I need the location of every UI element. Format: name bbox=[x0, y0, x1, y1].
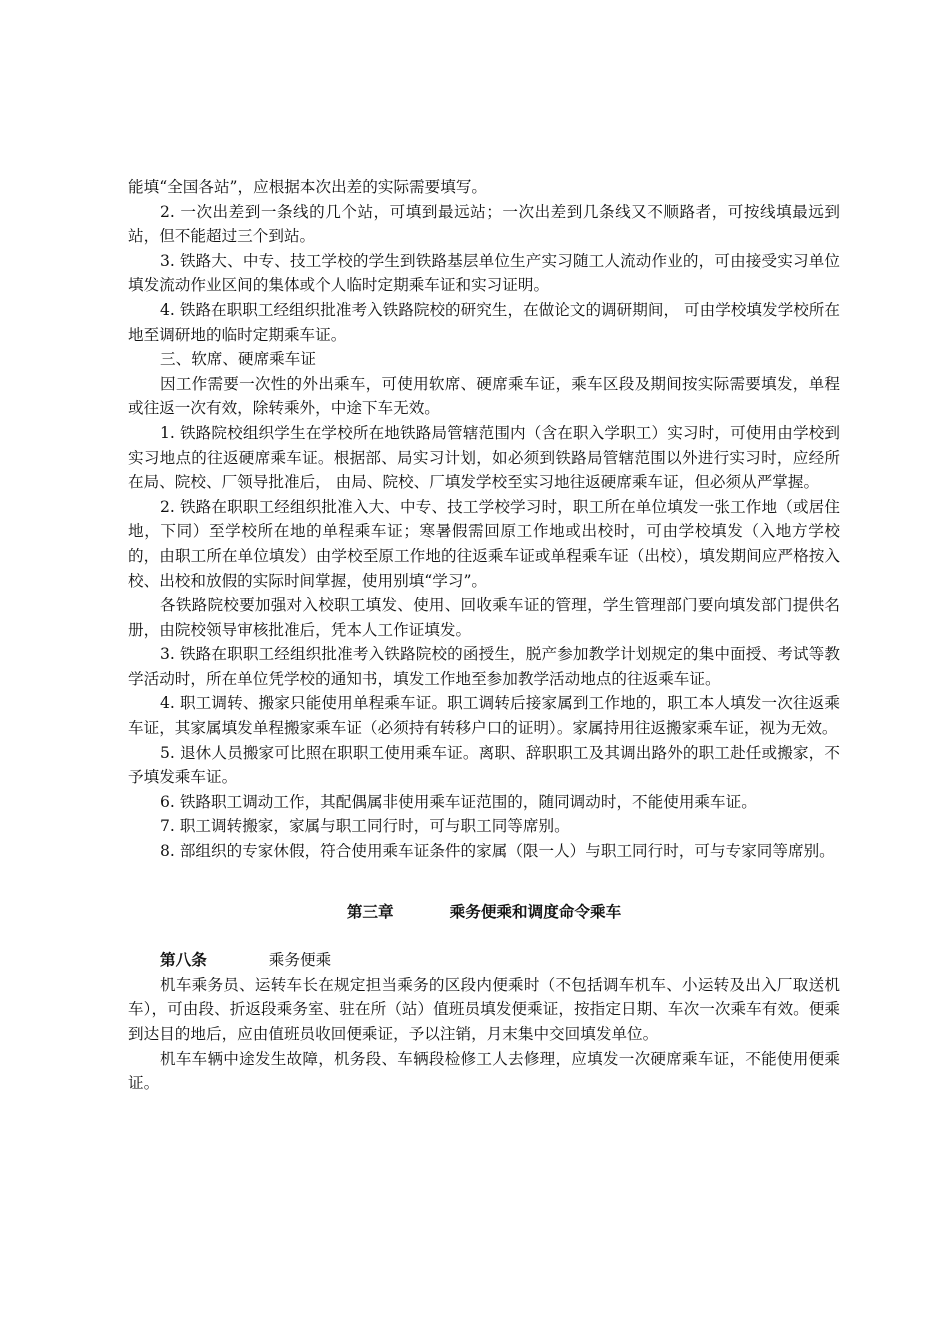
paragraph: 1. 铁路院校组织学生在学校所在地铁路局管辖范围内（含在职入学职工）实习时，可使用由学校到实习地点的往返硬席乘车证。根据部、局实习计划，如必须到铁路局管辖范围以外进行实习时，应经所在局、院校、厂领导批准后， 由局、院校、厂填发学校至实习地往返硬席乘车证，但必须从严掌握。 bbox=[128, 423, 840, 492]
chapter-number: 第三章 bbox=[346, 901, 394, 921]
article-title: 乘务便乘 bbox=[268, 951, 332, 970]
paragraph: 5. 退休人员搬家可比照在职职工使用乘车证。离职、辞职职工及其调出路外的职工赴任或搬家，不予填发乘车证。 bbox=[128, 743, 840, 787]
document-page bbox=[128, 175, 840, 1096]
paragraph: 机车车辆中途发生故障，机务段、车辆段检修工人去修理，应填发一次硬席乘车证，不能使用便乘证。 bbox=[128, 1049, 840, 1093]
paragraph: 2. 一次出差到一条线的几个站，可填到最远站；一次出差到几条线又不顺路者，可按线填最远到站，但不能超过三个到站。 bbox=[128, 202, 840, 246]
paragraph: 6. 铁路职工调动工作，其配偶属非使用乘车证范围的，随同调动时，不能使用乘车证。 bbox=[160, 792, 757, 811]
chapter-heading bbox=[128, 900, 840, 925]
paragraph: 4. 铁路在职职工经组织批准考入铁路院校的研究生，在做论文的调研期间， 可由学校填发学校所在地至调研地的临时定期乘车证。 bbox=[128, 300, 840, 344]
paragraph: 8. 部组织的专家休假，符合使用乘车证条件的家属（限一人）与职工同行时，可与专家同等席别。 bbox=[160, 842, 835, 861]
paragraph: 三、软席、硬席乘车证 bbox=[160, 350, 316, 369]
chapter-title: 乘务便乘和调度命令乘车 bbox=[449, 901, 622, 921]
article-heading bbox=[128, 948, 840, 973]
paragraph: 4. 职工调转、搬家只能使用单程乘车证。职工调转后接家属到工作地的，职工本人填发一次往返乘车证，其家属填发单程搬家乘车证（必须持有转移户口的证明）。家属持用往返搬家乘车证，视为无效。 bbox=[128, 694, 840, 738]
paragraph: 各铁路院校要加强对入校职工填发、使用、回收乘车证的管理，学生管理部门要向填发部门提供名册，由院校领导审核批准后，凭本人工作证填发。 bbox=[128, 596, 840, 639]
paragraph: 因工作需要一次性的外出乘车，可使用软席、硬席乘车证，乘车区段及期间按实际需要填发，单程或往返一次有效，除转乘外，中途下车无效。 bbox=[128, 374, 840, 418]
paragraph: 2. 铁路在职职工经组织批准入大、中专、技工学校学习时，职工所在单位填发一张工作地（或居住地，下同）至学校所在地的单程乘车证；寒暑假需回原工作地或出校时，可由学校填发（入地方学校的，由职工所在单位填发）由学校至原工作地的往返乘车证或单程乘车证（出校），填发期间应严格按入校、出校和放假的实际时间掌握，使用别填“学习”。 bbox=[128, 497, 840, 590]
paragraph: 7. 职工调转搬家，家属与职工同行时，可与职工同等席别。 bbox=[160, 817, 570, 836]
section-before-chapter bbox=[128, 175, 840, 864]
section-after-article bbox=[128, 973, 840, 1096]
paragraph: 3. 铁路大、中专、技工学校的学生到铁路基层单位生产实习随工人流动作业的，可由接受实习单位填发流动作业区间的集体或个人临时定期乘车证和实习证明。 bbox=[128, 251, 840, 295]
paragraph: 3. 铁路在职职工经组织批准考入铁路院校的函授生，脱产参加教学计划规定的集中面授、考试等教学活动时，所在单位凭学校的通知书，填发工作地至参加教学活动地点的往返乘车证。 bbox=[128, 645, 840, 688]
paragraph: 能填“全国各站”，应根据本次出差的实际需要填写。 bbox=[128, 178, 488, 196]
paragraph: 机车乘务员、运转车长在规定担当乘务的区段内便乘时（不包括调车机车、小运转及出入厂取送机车），可由段、折返段乘务室、驻在所（站）值班员填发便乘证，按指定日期、车次一次乘车有效。便乘到达目的地后，应由值班员收回便乘证，予以注销，月末集中交回填发单位。 bbox=[128, 975, 840, 1043]
article-number: 第八条 bbox=[160, 950, 207, 970]
